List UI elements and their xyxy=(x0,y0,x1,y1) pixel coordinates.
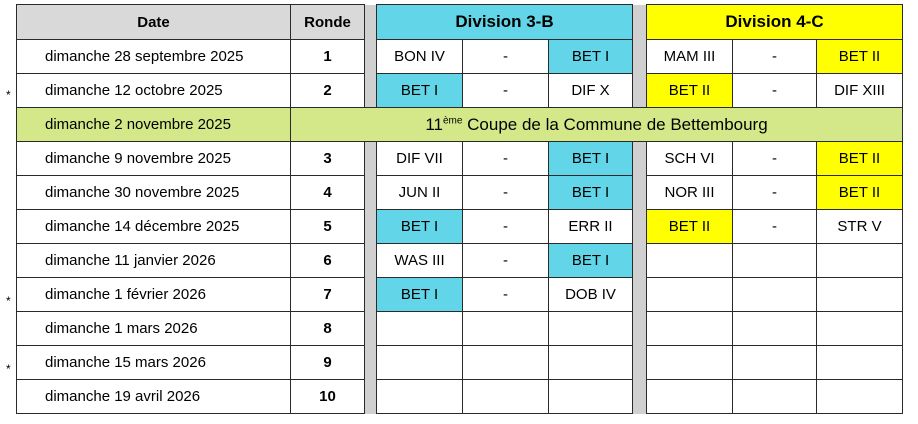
versus-cell: - xyxy=(463,210,549,244)
home-team-cell: BET I xyxy=(377,278,463,312)
versus-cell: - xyxy=(463,278,549,312)
table-row xyxy=(17,278,903,312)
ronde-cell: 10 xyxy=(291,380,365,414)
versus-cell: - xyxy=(733,74,817,108)
date-cell: dimanche 2 novembre 2025 xyxy=(17,108,291,142)
column-separator xyxy=(633,210,647,244)
away-team-cell: BET I xyxy=(549,142,633,176)
versus-cell: - xyxy=(733,176,817,210)
away-team-cell xyxy=(817,278,903,312)
away-team-cell: BET I xyxy=(549,40,633,74)
column-separator xyxy=(365,312,377,346)
date-cell: dimanche 9 novembre 2025 xyxy=(17,142,291,176)
cup-name: Coupe de la Commune de Bettembourg xyxy=(467,114,768,134)
table-row xyxy=(17,176,903,210)
column-separator xyxy=(365,210,377,244)
table-row xyxy=(17,210,903,244)
home-team-cell: DIF VII xyxy=(377,142,463,176)
ronde-cell: 3 xyxy=(291,142,365,176)
table-row xyxy=(17,312,903,346)
home-team-cell: BON IV xyxy=(377,40,463,74)
column-separator xyxy=(633,5,647,40)
home-team-cell xyxy=(647,346,733,380)
versus-cell: - xyxy=(463,244,549,278)
date-cell: dimanche 12 octobre 2025 xyxy=(17,74,291,108)
ronde-cell: 2 xyxy=(291,74,365,108)
away-team-cell: DOB IV xyxy=(549,278,633,312)
versus-cell xyxy=(463,346,549,380)
away-team-cell xyxy=(549,380,633,414)
away-team-cell: STR V xyxy=(817,210,903,244)
date-cell: dimanche 1 mars 2026 xyxy=(17,312,291,346)
asterisk-marker: * xyxy=(6,362,11,376)
division-4c-header: Division 4-C xyxy=(647,5,903,40)
date-cell: dimanche 28 septembre 2025 xyxy=(17,40,291,74)
home-team-cell: BET I xyxy=(377,210,463,244)
versus-cell xyxy=(463,312,549,346)
table-row xyxy=(17,40,903,74)
column-separator xyxy=(633,346,647,380)
away-team-cell: BET I xyxy=(549,244,633,278)
table-row xyxy=(17,142,903,176)
column-separator xyxy=(633,142,647,176)
away-team-cell: BET II xyxy=(817,176,903,210)
home-team-cell: JUN II xyxy=(377,176,463,210)
versus-cell xyxy=(733,380,817,414)
versus-cell xyxy=(463,380,549,414)
header-row xyxy=(17,5,903,40)
column-separator xyxy=(633,312,647,346)
versus-cell: - xyxy=(733,210,817,244)
column-separator xyxy=(365,40,377,74)
home-team-cell xyxy=(377,346,463,380)
column-separator xyxy=(365,74,377,108)
away-team-cell xyxy=(817,380,903,414)
date-cell: dimanche 1 février 2026 xyxy=(17,278,291,312)
ronde-cell: 8 xyxy=(291,312,365,346)
versus-cell xyxy=(733,312,817,346)
ronde-cell: 1 xyxy=(291,40,365,74)
home-team-cell xyxy=(377,380,463,414)
column-separator xyxy=(633,40,647,74)
away-team-cell: ERR II xyxy=(549,210,633,244)
column-separator xyxy=(365,5,377,40)
date-cell: dimanche 19 avril 2026 xyxy=(17,380,291,414)
date-cell: dimanche 14 décembre 2025 xyxy=(17,210,291,244)
cup-row xyxy=(17,108,903,142)
away-team-cell xyxy=(549,312,633,346)
versus-cell: - xyxy=(463,74,549,108)
table-row xyxy=(17,346,903,380)
versus-cell: - xyxy=(463,40,549,74)
versus-cell: - xyxy=(733,142,817,176)
away-team-cell xyxy=(817,244,903,278)
away-team-cell: BET II xyxy=(817,40,903,74)
away-team-cell xyxy=(817,346,903,380)
schedule-table xyxy=(16,4,903,414)
column-separator xyxy=(633,176,647,210)
home-team-cell xyxy=(647,278,733,312)
versus-cell: - xyxy=(463,176,549,210)
home-team-cell: BET II xyxy=(647,210,733,244)
ronde-cell: 5 xyxy=(291,210,365,244)
versus-cell xyxy=(733,278,817,312)
versus-cell xyxy=(733,244,817,278)
date-cell: dimanche 30 novembre 2025 xyxy=(17,176,291,210)
home-team-cell: BET II xyxy=(647,74,733,108)
home-team-cell: WAS III xyxy=(377,244,463,278)
date-header: Date xyxy=(17,5,291,40)
away-team-cell xyxy=(817,312,903,346)
date-cell: dimanche 15 mars 2026 xyxy=(17,346,291,380)
column-separator xyxy=(633,74,647,108)
away-team-cell: BET II xyxy=(817,142,903,176)
home-team-cell xyxy=(647,312,733,346)
asterisk-marker: * xyxy=(6,88,11,102)
versus-cell: - xyxy=(463,142,549,176)
column-separator xyxy=(365,278,377,312)
home-team-cell xyxy=(647,244,733,278)
home-team-cell xyxy=(647,380,733,414)
ronde-header: Ronde xyxy=(291,5,365,40)
away-team-cell: DIF X xyxy=(549,74,633,108)
cup-number: 11 xyxy=(425,114,443,134)
column-separator xyxy=(633,380,647,414)
column-separator xyxy=(633,278,647,312)
home-team-cell: BET I xyxy=(377,74,463,108)
cup-title xyxy=(291,108,903,142)
ronde-cell: 6 xyxy=(291,244,365,278)
column-separator xyxy=(365,346,377,380)
table-row xyxy=(17,244,903,278)
away-team-cell xyxy=(549,346,633,380)
home-team-cell xyxy=(377,312,463,346)
home-team-cell: MAM III xyxy=(647,40,733,74)
ronde-cell: 4 xyxy=(291,176,365,210)
away-team-cell: DIF XIII xyxy=(817,74,903,108)
cup-ordinal-suffix: ème xyxy=(442,114,463,126)
home-team-cell: NOR III xyxy=(647,176,733,210)
column-separator xyxy=(365,244,377,278)
ronde-cell: 9 xyxy=(291,346,365,380)
column-separator xyxy=(633,244,647,278)
asterisk-marker: * xyxy=(6,294,11,308)
home-team-cell: SCH VI xyxy=(647,142,733,176)
ronde-cell: 7 xyxy=(291,278,365,312)
division-3b-header: Division 3-B xyxy=(377,5,633,40)
versus-cell xyxy=(733,346,817,380)
table-row xyxy=(17,74,903,108)
column-separator xyxy=(365,380,377,414)
column-separator xyxy=(365,142,377,176)
away-team-cell: BET I xyxy=(549,176,633,210)
date-cell: dimanche 11 janvier 2026 xyxy=(17,244,291,278)
versus-cell: - xyxy=(733,40,817,74)
table-row xyxy=(17,380,903,414)
column-separator xyxy=(365,176,377,210)
